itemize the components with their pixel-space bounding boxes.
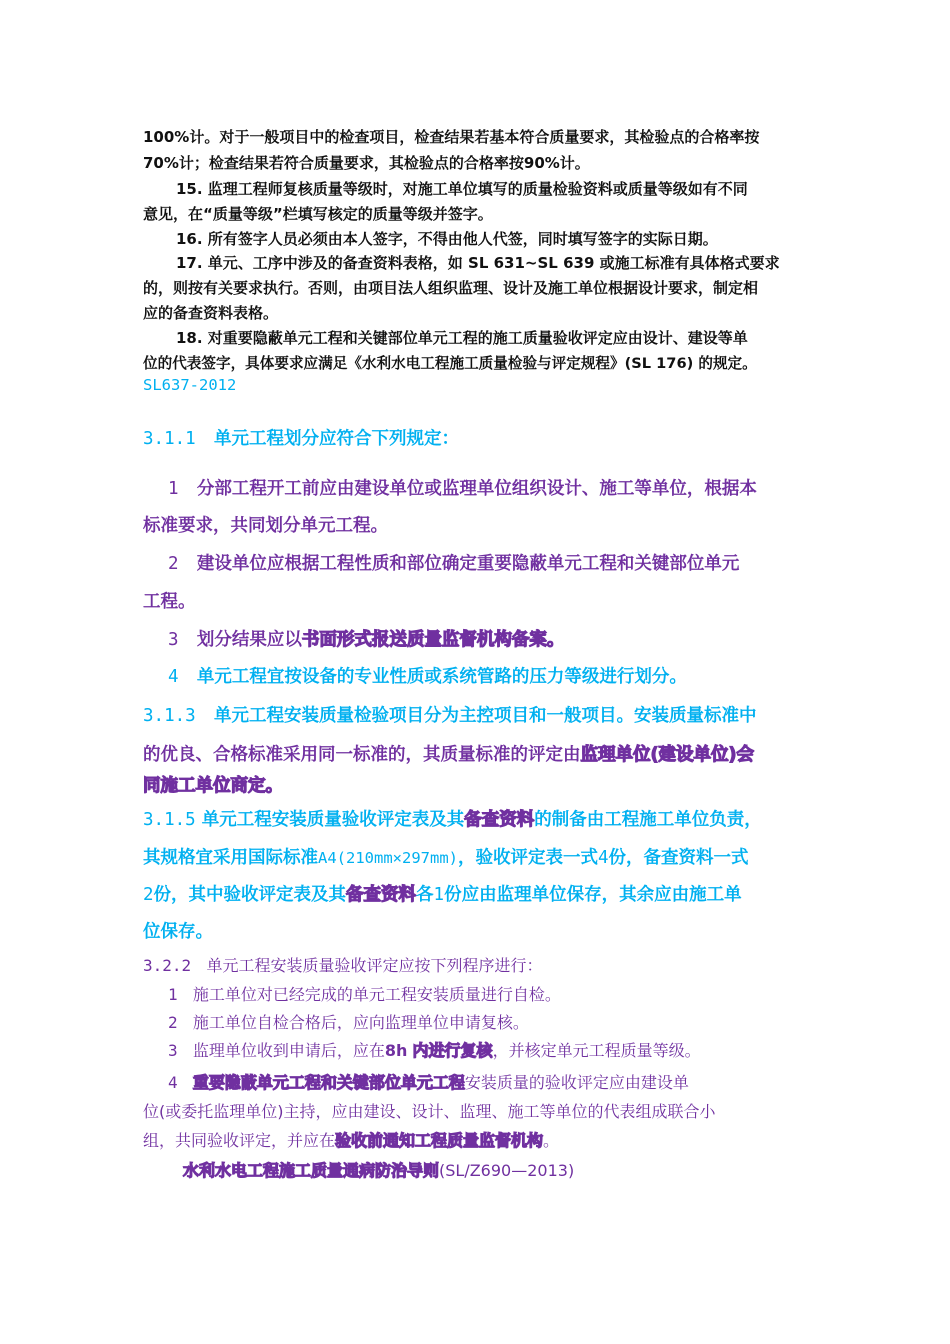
clause-number: 3.1.3 <box>143 706 196 726</box>
step-number: 4 <box>168 1073 178 1092</box>
rule-1-line-1 <box>168 475 757 500</box>
rule-3 <box>168 626 564 651</box>
item-15-line-1: 15. 监理工程师复核质量等级时，对施工单位填写的质量检验资料或质量等级如有不同 <box>176 180 748 198</box>
step-number: 3 <box>168 1041 178 1060</box>
standard-code: SL637-2012 <box>143 376 237 394</box>
step-text-emphasis: 内进行复核 <box>412 1041 493 1060</box>
guideline-code: (SL/Z690—2013) <box>439 1161 575 1180</box>
clause-3-1-5-line-4: 位保存。 <box>143 922 213 942</box>
step-text: 安装质量的验收评定应由建设单 <box>464 1073 689 1092</box>
clause-text: 其规格宜采用国际标准 <box>143 848 318 868</box>
item-17-line-1: 17. 单元、工序中涉及的备查资料表格，如 SL 631~SL 639 或施工标准有具体格式要求 <box>176 254 780 272</box>
clause-3-1-3-line-2 <box>143 741 754 766</box>
step-text: 组，共同验收评定，并应在 <box>143 1131 336 1150</box>
rule-4 <box>168 663 687 688</box>
clause-number: 3.1.1 <box>143 429 196 449</box>
rule-number: 2 <box>168 554 179 574</box>
clause-3-1-1 <box>143 425 459 450</box>
step-3 <box>168 1038 701 1061</box>
item-18-line-1: 18. 对重要隐蔽单元工程和关键部位单元工程的施工质量验收评定应由设计、建设等单 <box>176 329 748 347</box>
copy-count: 2 <box>143 885 154 905</box>
rule-2-line-1 <box>168 550 739 575</box>
clause-text: 单元工程安装质量验收评定表及其 <box>201 810 465 830</box>
clause-3-2-2 <box>143 953 542 976</box>
clause-text: 单元工程划分应符合下列规定： <box>213 429 459 449</box>
text-line-1: 100%计。对于一般项目中的检查项目，检查结果若基本符合质量要求，其检验点的合格率按 <box>143 128 760 146</box>
clause-3-1-5-line-1 <box>143 806 762 831</box>
clause-text-emphasis: 备查资料 <box>464 810 535 830</box>
paper-size: A4(210mm×297mm) <box>318 849 458 867</box>
step-number: 2 <box>168 1013 178 1032</box>
step-number: 1 <box>168 985 178 1004</box>
clause-3-1-5-line-3 <box>143 881 742 906</box>
clause-text: 各 <box>416 885 434 905</box>
step-4-line-1 <box>168 1070 689 1093</box>
step-text: 监理单位收到申请后，应在 <box>192 1041 385 1060</box>
item-17-line-3: 应的备查资料表格。 <box>143 304 279 322</box>
clause-3-1-3-line-3: 同施工单位商定。 <box>143 776 283 796</box>
guideline-title: 水利水电工程施工质量通病防治导则 <box>183 1161 440 1180</box>
clause-text-emphasis: 监理单位(建设单位)会 <box>580 745 754 765</box>
rule-1-line-2: 标准要求，共同划分单元工程。 <box>143 516 388 536</box>
rule-2-line-2: 工程。 <box>143 592 196 612</box>
text-line-2: 70%计；检查结果若符合质量要求，其检验点的合格率按90%计。 <box>143 154 590 172</box>
clause-text: 单元工程安装质量检验项目分为主控项目和一般项目。安装质量标准中 <box>213 706 757 726</box>
item-17-line-2: 的，则按有关要求执行。否则，由项目法人组织监理、设计及施工单位根据设计要求，制定相 <box>143 279 759 297</box>
rule-number: 3 <box>168 630 179 650</box>
step-2 <box>168 1010 529 1033</box>
clause-number: 3.2.2 <box>143 956 192 975</box>
clause-text: 份，备查资料一式 <box>608 848 749 868</box>
clause-text: 份应由监理单位保存，其余应由施工单 <box>444 885 742 905</box>
rule-text: 划分结果应以 <box>196 630 302 650</box>
clause-3-1-5-line-2 <box>143 844 749 869</box>
clause-text: 的制备由工程施工单位负责， <box>534 810 762 830</box>
rule-text: 分部工程开工前应由建设单位或监理单位组织设计、施工等单位，根据本 <box>196 479 757 499</box>
guideline-reference <box>183 1158 574 1181</box>
step-text-emphasis: 重要隐蔽单元工程和关键部位单元工程 <box>192 1073 465 1092</box>
step-4-line-3 <box>143 1128 559 1151</box>
rule-text-emphasis: 书面形式报送质量监督机构备案。 <box>301 630 565 650</box>
step-text-emphasis: 验收前通知工程质量监督机构 <box>335 1131 544 1150</box>
rule-text: 建设单位应根据工程性质和部位确定重要隐蔽单元工程和关键部位单元 <box>196 554 740 574</box>
step-text: 。 <box>543 1131 560 1150</box>
rule-number: 1 <box>168 479 179 499</box>
clause-text: 单元工程安装质量验收评定应按下列程序进行： <box>206 956 543 975</box>
rule-number: 4 <box>168 667 179 687</box>
item-15-line-2: 意见，在“质量等级”栏填写核定的质量等级并签字。 <box>143 205 493 223</box>
rule-text: 单元工程宜按设备的专业性质或系统管路的压力等级进行划分。 <box>196 667 687 687</box>
step-1 <box>168 982 561 1005</box>
step-time: 8h <box>384 1041 408 1060</box>
step-text: ，并核定单元工程质量等级。 <box>492 1041 701 1060</box>
step-4-line-2: 位(或委托监理单位)主持，应由建设、设计、监理、施工等单位的代表组成联合小 <box>143 1102 716 1121</box>
copy-count: 4 <box>597 848 609 868</box>
clause-text: ，验收评定表一式 <box>457 848 598 868</box>
item-16: 16. 所有签字人员必须由本人签字，不得由他人代签，同时填写签字的实际日期。 <box>176 230 718 248</box>
clause-number: 3.1.5 <box>143 810 196 830</box>
clause-3-1-3-line-1 <box>143 702 756 727</box>
clause-text-emphasis: 备查资料 <box>346 885 417 905</box>
copy-count: 1 <box>433 885 445 905</box>
clause-text: 的优良、合格标准采用同一标准的，其质量标准的评定由 <box>143 745 581 765</box>
item-18-line-2: 位的代表签字，具体要求应满足《水利水电工程施工质量检验与评定规程》(SL 176) 的规定。 <box>143 355 757 372</box>
step-text: 施工单位自检合格后，应向监理单位申请复核。 <box>192 1013 529 1032</box>
step-text: 施工单位对已经完成的单元工程安装质量进行自检。 <box>192 985 561 1004</box>
clause-text: 份，其中验收评定表及其 <box>153 885 347 905</box>
